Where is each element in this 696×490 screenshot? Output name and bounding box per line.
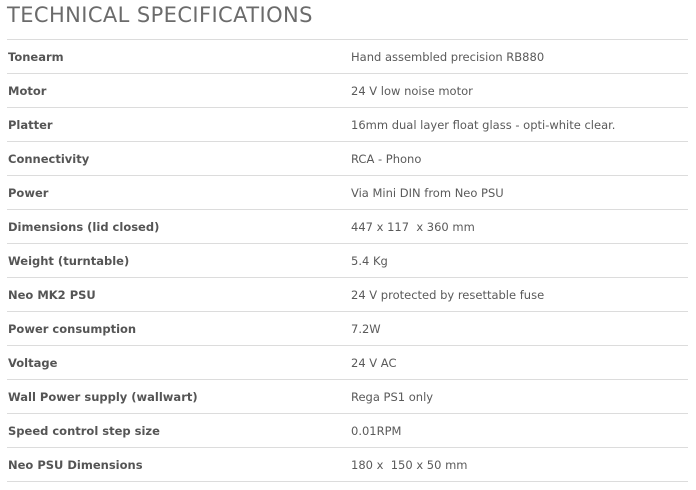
spec-row-connectivity [7, 142, 688, 176]
spec-row-motor [7, 74, 688, 108]
spec-label: Neo PSU Dimensions [8, 457, 143, 472]
spec-label: Power consumption [8, 321, 137, 336]
spec-row-power-consumption [7, 312, 688, 346]
spec-row-wall-power-supply [7, 380, 688, 414]
spec-value: Rega PS1 only [351, 389, 434, 404]
spec-label: Neo MK2 PSU [8, 287, 96, 302]
spec-table [7, 39, 688, 482]
spec-label: Power [8, 185, 49, 200]
spec-value: 24 V protected by resettable fuse [351, 287, 545, 302]
spec-value: 16mm dual layer float glass - opti-white clear. [351, 117, 616, 132]
spec-value: 180 x 150 x 50 mm [351, 457, 468, 472]
spec-label: Connectivity [8, 151, 90, 166]
spec-row-tonearm [7, 40, 688, 74]
spec-row-neo-mk2-psu [7, 278, 688, 312]
spec-value: RCA - Phono [351, 151, 422, 166]
page-title: TECHNICAL SPECIFICATIONS [7, 3, 313, 27]
spec-value: 5.4 Kg [351, 253, 388, 268]
spec-label: Motor [8, 83, 47, 98]
spec-value: Via Mini DIN from Neo PSU [351, 185, 504, 200]
spec-row-dimensions [7, 210, 688, 244]
spec-value: 24 V low noise motor [351, 83, 473, 98]
spec-row-platter [7, 108, 688, 142]
spec-label: Speed control step size [8, 423, 160, 438]
spec-value: 24 V AC [351, 355, 397, 370]
spec-row-power [7, 176, 688, 210]
spec-value: 0.01RPM [351, 423, 402, 438]
spec-label: Weight (turntable) [8, 253, 130, 268]
spec-label: Tonearm [8, 49, 64, 64]
spec-value: Hand assembled precision RB880 [351, 49, 545, 64]
spec-value: 447 x 117 x 360 mm [351, 219, 475, 234]
spec-label: Dimensions (lid closed) [8, 219, 160, 234]
spec-row-speed-control [7, 414, 688, 448]
spec-value: 7.2W [351, 321, 381, 336]
spec-label: Platter [8, 117, 53, 132]
spec-row-voltage [7, 346, 688, 380]
spec-label: Wall Power supply (wallwart) [8, 389, 198, 404]
spec-row-neo-psu-dimensions [7, 448, 688, 482]
spec-row-weight [7, 244, 688, 278]
spec-label: Voltage [8, 355, 58, 370]
